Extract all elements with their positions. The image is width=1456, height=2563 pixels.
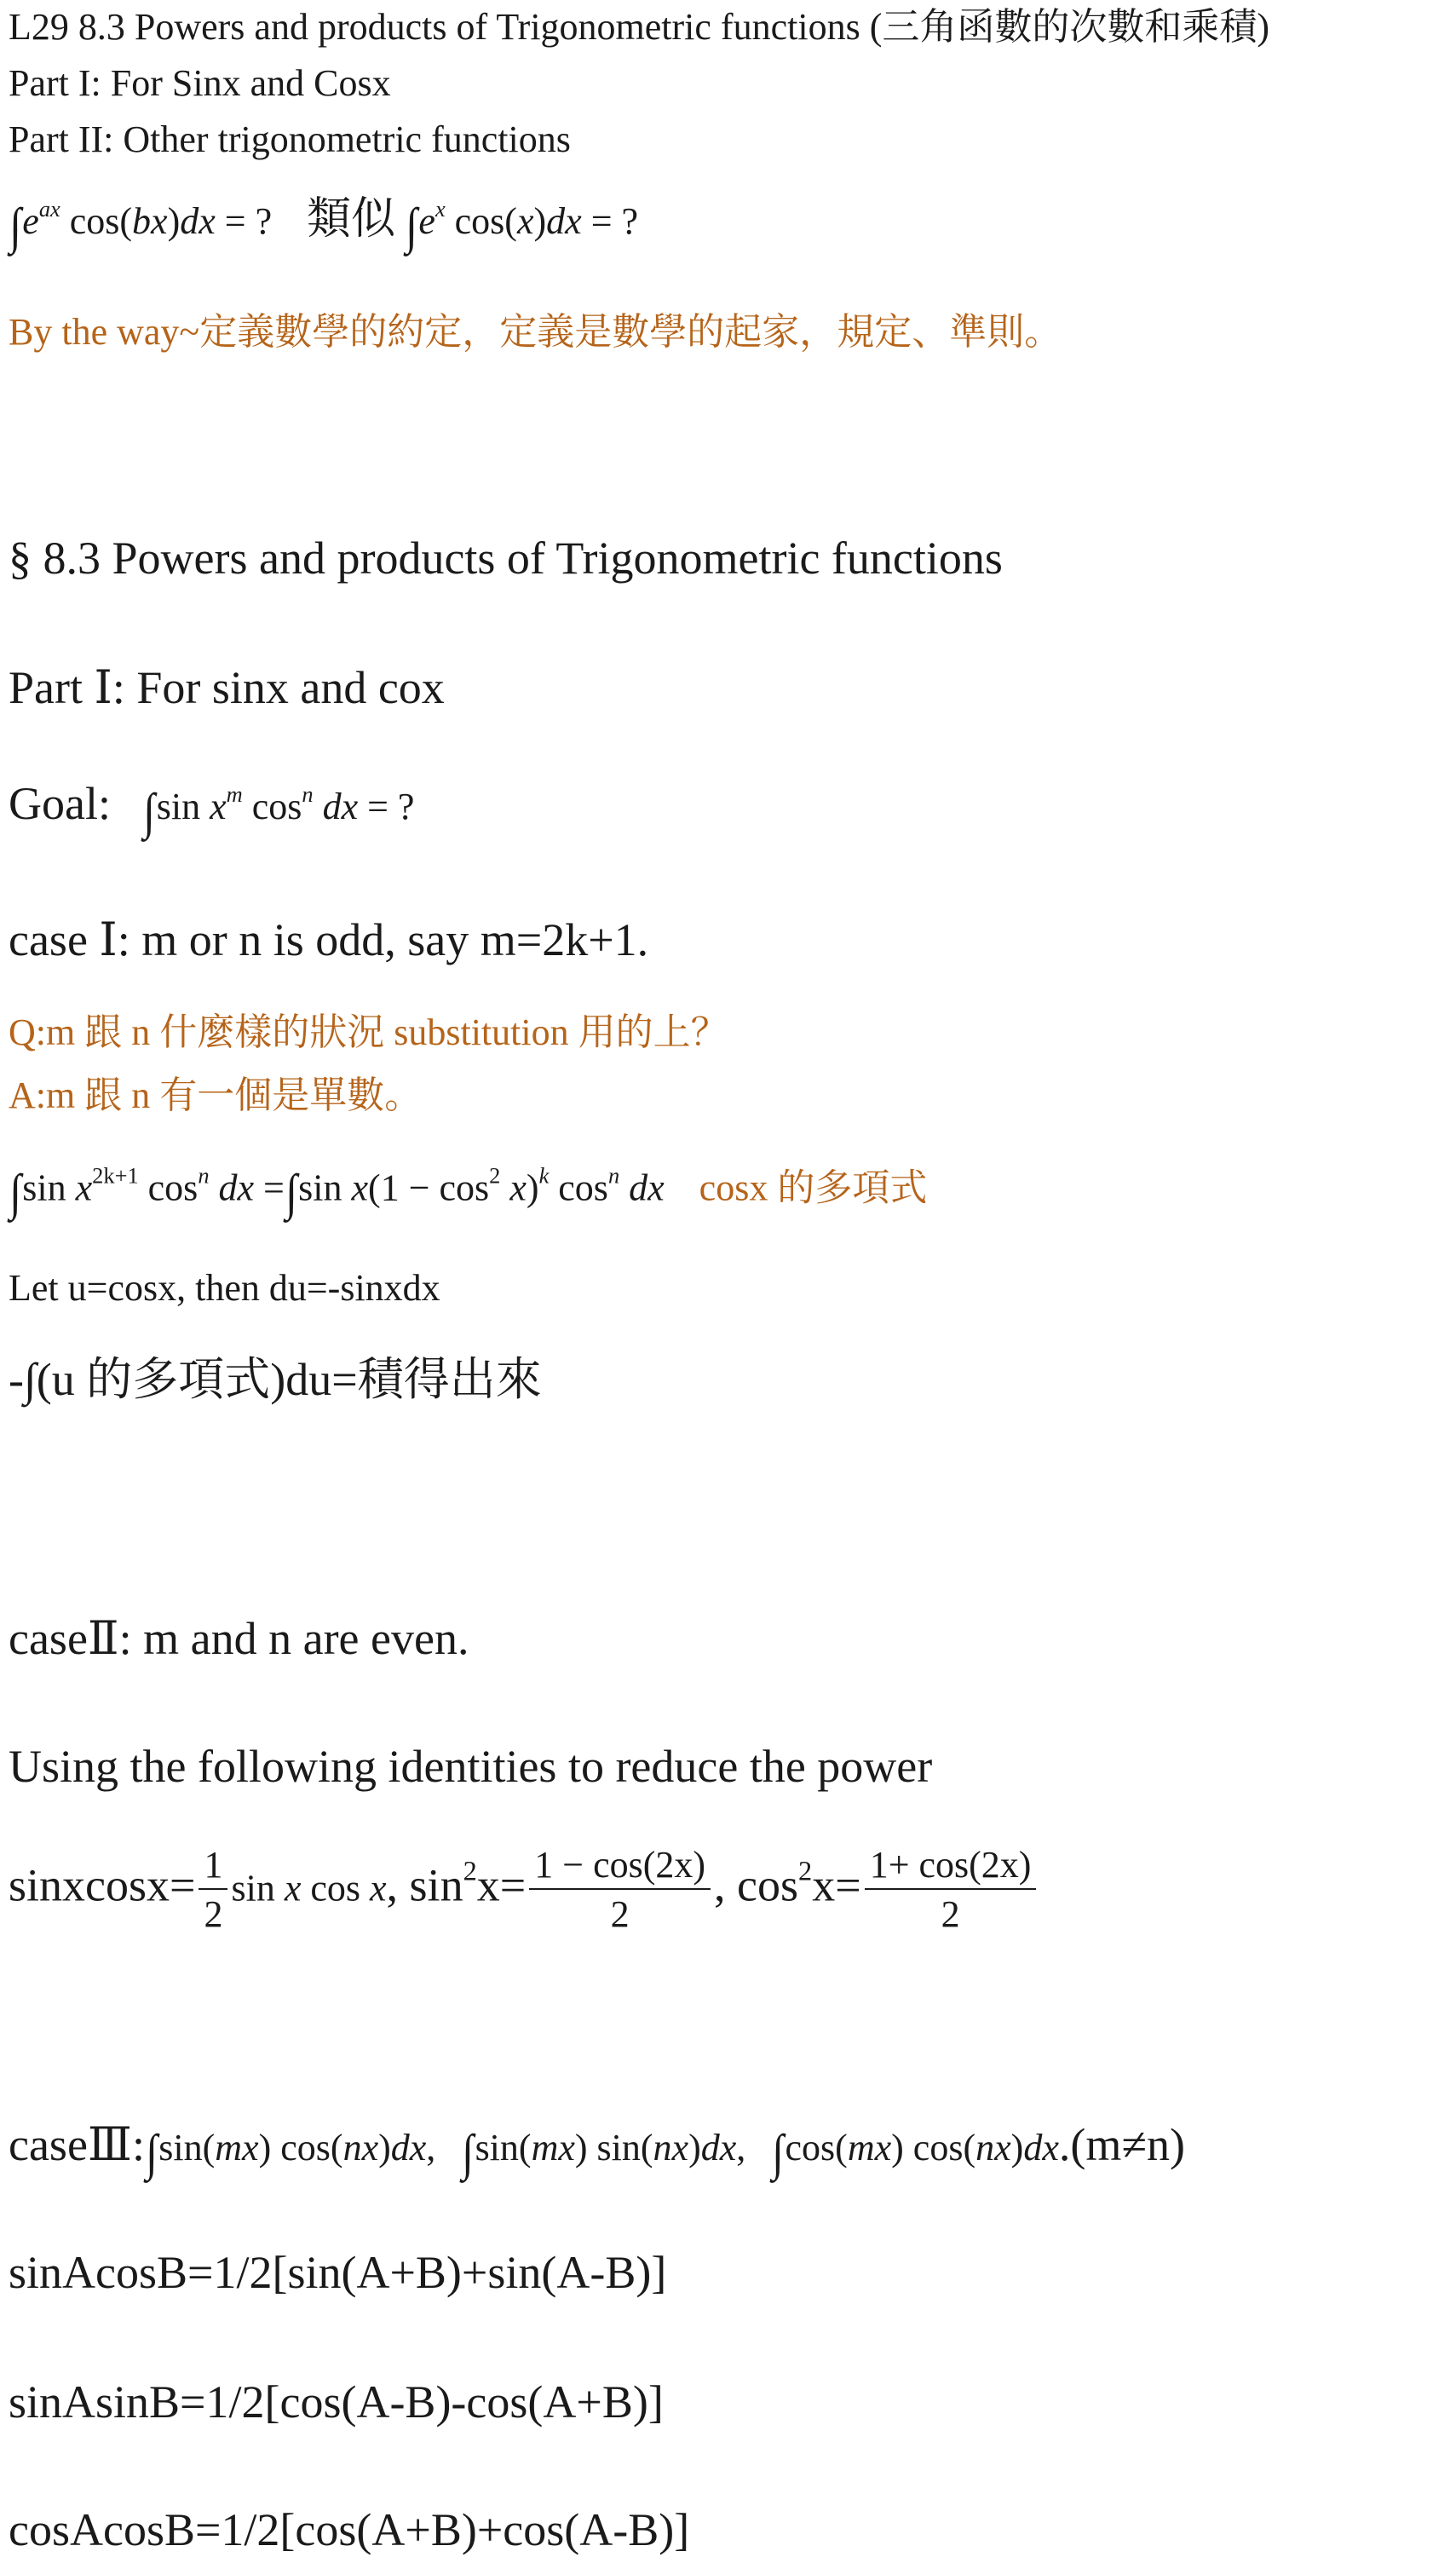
intro-integral-formula: $\int e^{ax}$ cos(bx)dx = ? 類似 $\int e^x$ cos(x)dx = ? <box>9 195 639 254</box>
goal-integral: ∫sin $x^m$ $\cos^n$ dx = ? <box>143 781 415 839</box>
identity-sin-sin: sinAsinB=1/2[cos(A-B)-cos(A+B)] <box>9 2376 664 2428</box>
case-one-question: Q:m 跟 n 什麼樣的狀況 substitution 用的上？ <box>9 1011 728 1053</box>
equals-question-2: = ? <box>590 200 639 242</box>
cos-argument: bx <box>132 200 168 242</box>
exponent-m: m <box>226 781 243 808</box>
exponent-ax: ax <box>38 196 60 222</box>
m-not-equal-n-note: .(m≠n) <box>1058 2119 1185 2170</box>
exponent-n: n <box>302 781 314 808</box>
by-the-way-note: By the way~定義數學的約定，定義是數學的起家，規定、準則。 <box>9 311 1062 353</box>
sin-squared-fraction: $\frac{1 - \cos(2x)}{2}$ <box>529 1846 711 1934</box>
exponent-x: x <box>434 196 446 222</box>
part-one-title: Part Ⅰ: For sinx and cox <box>9 662 445 713</box>
lecture-title: L29 8.3 Powers and products of Trigonometric functions (三角函數的次數和乘積) <box>9 6 1269 48</box>
case-one-answer: A:m 跟 n 有一個是單數。 <box>9 1074 423 1116</box>
integral-sign: ∫ <box>9 197 22 254</box>
half-fraction: $\frac{1}{2}$ <box>199 1846 227 1934</box>
exponent-n: n <box>198 1162 210 1189</box>
goal-label: Goal: <box>9 778 111 829</box>
section-title: § 8.3 Powers and products of Trigonometric functions <box>9 533 1003 584</box>
goal-line <box>9 780 414 837</box>
exponent-2k1: 2k+1 <box>92 1162 139 1189</box>
polynomial-note: cosx 的多項式 <box>699 1166 928 1209</box>
case-three-title <box>9 2119 1185 2180</box>
power-reduction-identities: sinxcosx= $\frac{1}{2}$ sin x cos x, $\sin^2x=$ $\frac{1 - \cos(2x)}{2}$ , $\cos^2x=$ $\frac{1+ \cos(2x)}{2}$ <box>9 1846 1039 1934</box>
case-one-substitution-formula: ∫sin $x^{2k+1}$ $\cos^n$ dx =∫sin $x(1 - \cos^2 x)^k$ $\cos^n$ dx cosx 的多項式 <box>9 1162 928 1220</box>
cos-squared-fraction: $\frac{1+ \cos(2x)}{2}$ <box>865 1846 1037 1934</box>
case-one-title: case Ⅰ: m or n is odd, say m=2k+1. <box>9 914 649 965</box>
part-one-heading: Part I: For Sinx and Cosx <box>9 62 391 104</box>
exponent-2: 2 <box>489 1162 501 1189</box>
identity-sinxcosx-prefix: sinxcosx= <box>9 1859 196 1911</box>
case-three-label: caseⅢ: <box>9 2119 145 2170</box>
let-substitution: Let u=cosx, then du=-sinxdx <box>9 1267 440 1309</box>
identity-sin-cos: sinAcosB=1/2[sin(A+B)+sin(A-B)] <box>9 2247 667 2298</box>
reduce-power-sentence: Using the following identities to reduce the power <box>9 1741 933 1792</box>
exponent-n-2: n <box>607 1162 620 1189</box>
similar-label: 類似 <box>307 195 396 244</box>
case-two-title: caseⅡ: m and n are even. <box>9 1613 469 1664</box>
case-three-integrals: ∫sin(mx) cos(nx)dx, ∫sin(mx) sin(nx)dx, ∫cos(mx) cos(nx)dx <box>146 2123 1059 2180</box>
equals-question: = ? <box>224 200 273 242</box>
identity-sin-squared-prefix: , sin <box>386 1859 463 1911</box>
identity-cos-cos: cosAcosB=1/2[cos(A+B)+cos(A-B)] <box>9 2504 690 2555</box>
exponent-k: k <box>538 1162 550 1189</box>
cos-argument-2: x <box>516 200 534 242</box>
integrate-polynomial: -∫(u 的多項式)du=積得出來 <box>9 1354 542 1405</box>
identity-cos-squared-prefix: , cos <box>714 1859 799 1911</box>
integral-sign: ∫ <box>406 197 418 254</box>
part-two-heading: Part II: Other trigonometric functions <box>9 118 571 160</box>
